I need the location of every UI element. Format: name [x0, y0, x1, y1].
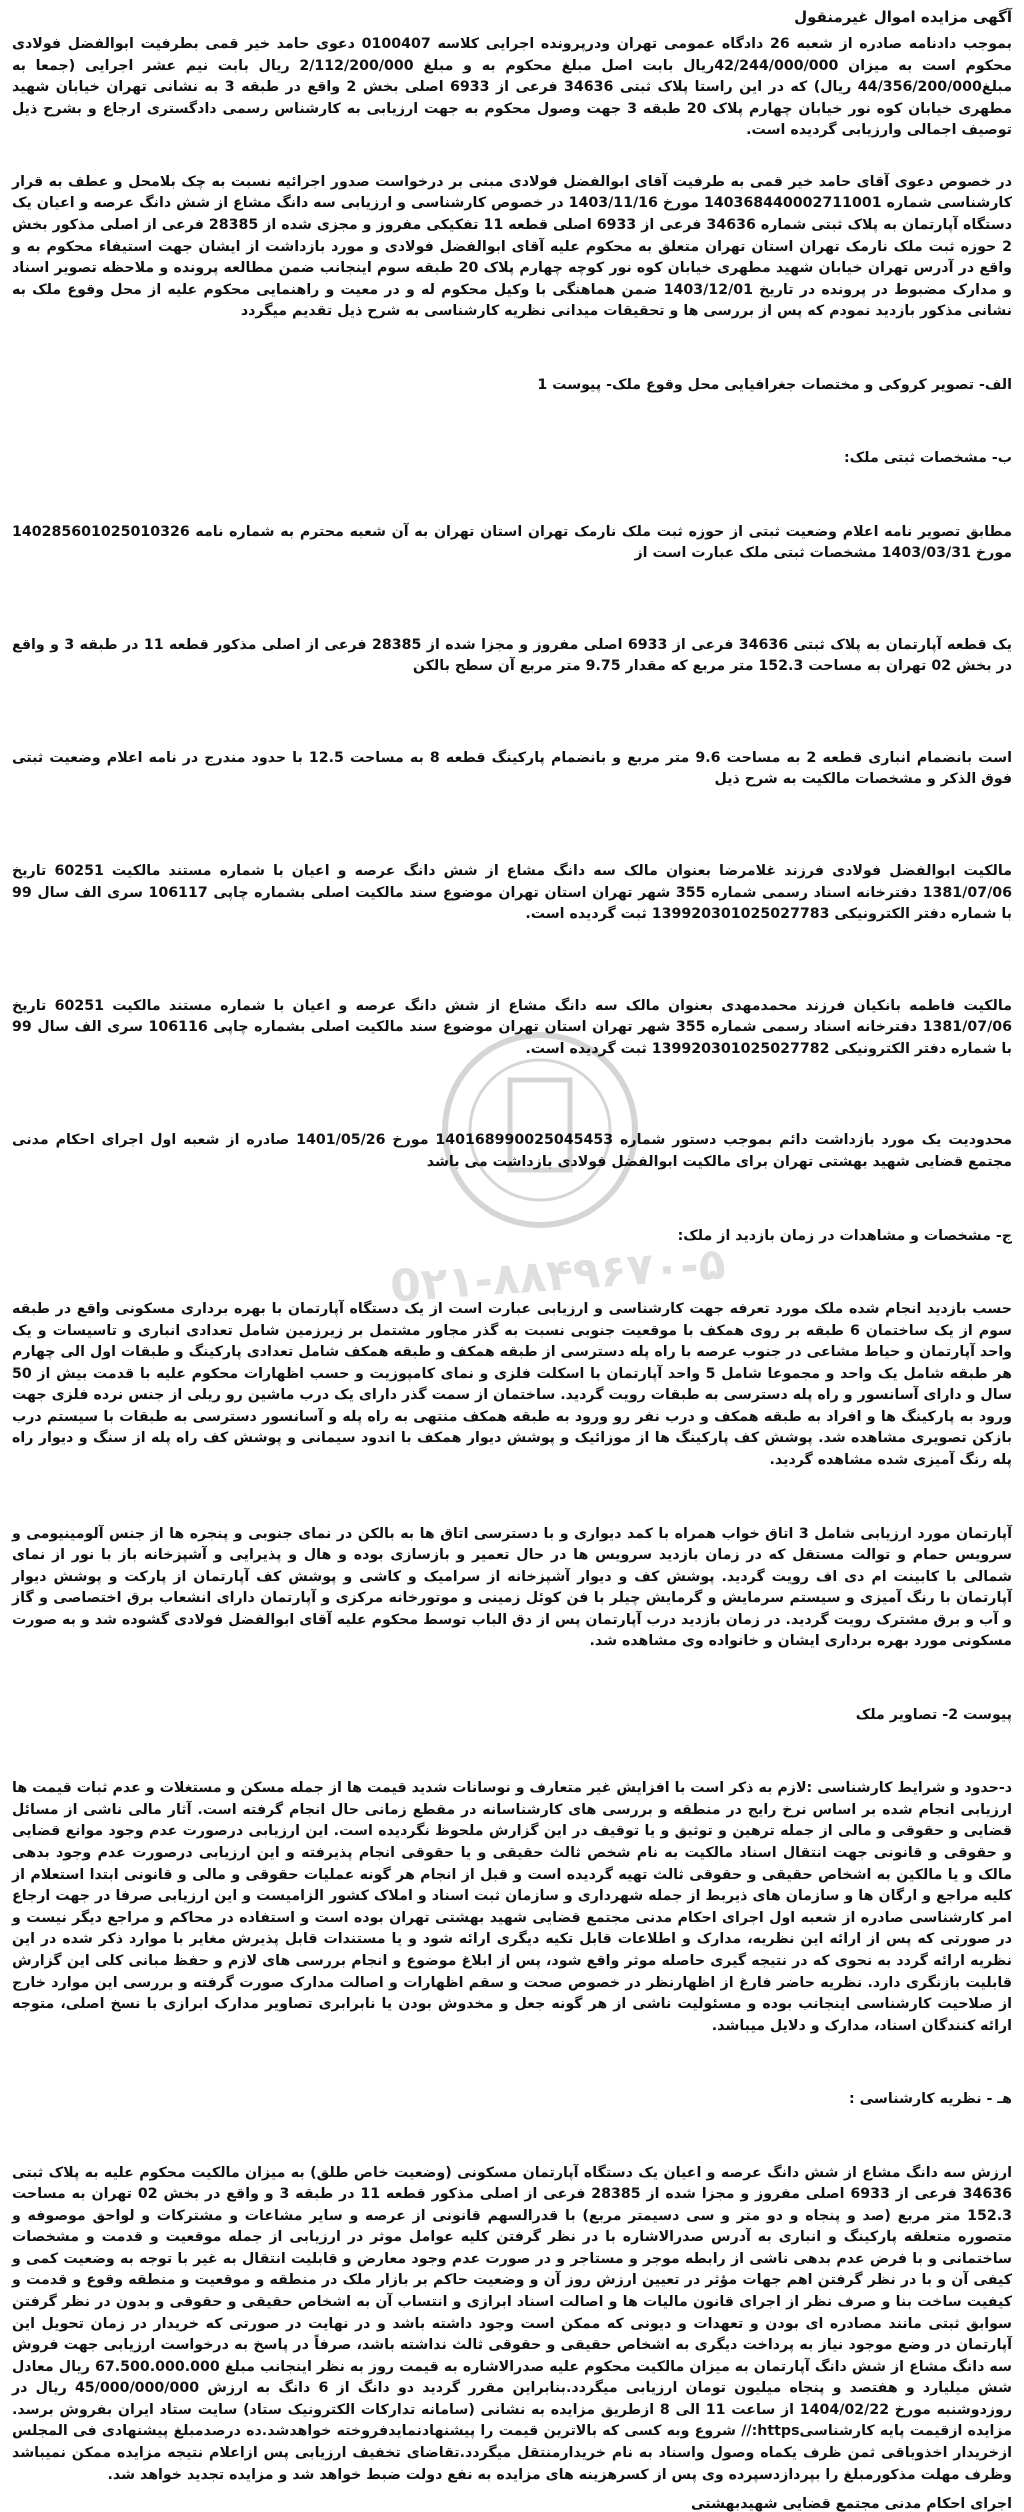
- request-paragraph: در خصوص دعوی آقای حامد خیر قمی به طرفیت آقای ابوالفضل فولادی مبنی بر درخواست صدور اجرائیه نسبت به چک بلامحل و عطف به قرار کارشناسی شماره 140368440002711001 مورخ 1403/11/16 در خصوص کارشناسی و ارزیابی سه دانگ مشاع از شش دانگ عرصه و اعیان یک دستگاه آپارتمان به پلاک ثبتی شماره 34636 فرعی از 6933 اصلی قطعه 11 تفکیکی مفروز و مجزی شده از 28385 فرعی از اصلی مذکور بخش 2 حوزه ثبت ملک نارمک تهران استان تهران متعلق به محکوم علیه آقای ابوالفضل فولادی و مورد بازداشت از ایشان جهت استیفاء محکوم به و واقع در آدرس تهران خیابان شهید مطهری خیابان کوه نور کوچه چهارم پلاک 20 طبقه سوم اینجانب ضمن مطالعه پرونده و ملاحظه تصویر اسناد و مدارک مضبوط در پرونده در تاریخ 1403/12/01 ضمن هماهنگی با وکیل محکوم له و در معیت و راهنمایی محکوم علیه از محل وقوع ملک به نشانی مذکور بازدید نمودم که پس از بررسی ها و تحقیقات میدانی نظریه کارشناسی به شرح ذیل تقدیم میگردد: [12, 173, 1013, 320]
- visit-paragraph: حسب بازدید انجام شده ملک مورد تعرفه جهت کارشناسی و ارزیابی عبارت است از یک دستگاه آپارتمان با بهره برداری مسکونی واقع در طبقه سوم از یک ساختمان 6 طبقه بر روی همکف با موقعیت جنوبی نسبت به گذر مجاور مشتمل بر زیرزمین شامل تعدادی انباری و تاسیسات و یک واحد آپارتمان و حیاط مشاعی در جنوب عرصه با راه پله دسترسی از طبقه همکف و طبقه همکف شامل تعدادی پارکینگ و طبقات اول الی چهارم هر طبقه شامل یک واحد و مجموعا شامل 5 واحد آپارتمان با اسکلت فلزی و نمای کامپوزیت و حسب اظهارات محکوم علیه با قدمت بیش از 50 سال و دارای آسانسور و راه پله دسترسی به طبقات رویت گردید. ساختمان از سمت گذر دارای یک درب ماشین رو ریلی از جنس نرده فلزی جهت ورود به پارکینگ ها و افراد به طبقه همکف و درب نفر رو ورود به طبقه همکف منتهی به راه پله و آسانسور دسترسی به طبقات با سیستم درب بازکن تصویری مشاهده شد. پوشش کف پارکینگ ها از موزائیک و پوشش دیوار همکف با اندود سیمانی و پوشش کف راه پله از سنگ و دیوار راه پله رنگ آمیزی شده مشاهده گردید.: [12, 1300, 1012, 1468]
- section-he-heading: هـ - نظریه کارشناسی :: [848, 2091, 1012, 2108]
- intro-paragraph: بموجب دادنامه صادره از شعبه 26 دادگاه عمومی تهران ودرپرونده اجرایی کلاسه 0100407 دعوی حامد خیر قمی بطرفیت ابوالفضل فولادی محکوم است به میزان 42/244/000/000ریال بابت اصل مبلغ محکوم به و مبلغ 2/112/200/000 ریال بابت نیم عشر اجرایی (جمعا به مبلغ44/356/200/000 ریال) که در این راستا پلاک ثبتی 34636 فرعی از 6933 اصلی بخش 2 واقع در طبقه 3 به نشانی تهران خیابان شهید مطهری خیابان کوه نور خیابان چهارم پلاک 20 طبقه 3 جهت وصول محکوم به جهت ارزیابی به کارشناس رسمی دادگستری ارجاع و بشرح ذیل توصیف اجمالی وارزیابی گردیده است.: [12, 36, 1012, 139]
- attachment-2-heading: پیوست 2- تصاویر ملک: [855, 1707, 1012, 1724]
- registration-paragraph-3: است بانضمام انباری قطعه 2 به مساحت 9.6 متر مربع و بانضمام پارکینگ قطعه 8 به مساحت 12.5 با حدود مندرج در نامه اعلام وضعیت ثبتی فوق الذکر و مشخصات مالکیت به شرح ذیل: [12, 749, 1012, 788]
- section-jim-heading: ج- مشخصات و مشاهدات در زمان بازدید از ملک:: [677, 1227, 1012, 1244]
- watermark-phone: 0۲۱-۸۸۴۹۶۷۰-۵: [388, 1238, 728, 1313]
- final-opinion-paragraph: ارزش سه دانگ مشاع از شش دانگ عرصه و اعیان یک دستگاه آپارتمان مسکونی (وضعیت خاص طلق) به میزان مالکیت محکوم علیه به پلاک ثبتی 34636 فرعی از 6933 اصلی مفروز و مجزا شده از 28385 فرعی از اصلی مذکور قطعه 11 در طبقه 3 و واقع در بخش 02 تهران به مساحت 152.3 متر مربع (صد و پنجاه و دو متر و سی دسیمتر مربع) با قدرالسهم قانونی از عرصه و سایر مشاعات و مشترکات و لواحق موصوفه و متصوره متعلقه پارکینگ و انباری به آدرس صدرالاشاره با در نظر گرفتن کلیه عوامل موثر در ارزیابی از جمله موقعیت و قدمت و مشخصات ساختمانی و با فرض عدم بدهی ناشی از رابطه موجر و مستاجر و در صورت عدم وجود معارض و قابلیت انتقال به غیر با توجه به وضعیت کمی و کیفی آن و با در نظر گرفتن اهم جهات مؤثر در تعیین ارزش روز آن و وضعیت حاکم بر بازار ملک در منطقه و موقعیت و منطقه وقوع و قدمت و کیفیت ساخت بنا و صرف نظر از اجرای قانون مالیات ها و اصالت اسناد ابرازی و انتساب آن به اشخاص حقیقی و حقوقی و بدون در نظر گرفتن سوابق ثبتی مانند مصادره ای بودن و تعهدات و دیونی که ممکن است وجود داشته باشد و در نهایت در صورتی که خریدار در زمان تحویل این آپارتمان در وضع موجود نیاز به پرداخت دیگری به اشخاص حقیقی و حقوقی ثالث نداشته باشد، صرفاً در پاسخ به درخواست ارزیابی جهت فروش سه دانگ مشاع از شش دانگ آپارتمان به میزان مالکیت محکوم علیه صدرالاشاره به قیمت روز به نظر اینجانب مبلغ 67.500.000.000 ریال معادل شش میلیارد و هفتصد و پنجاه میلیون تومان ارزیابی میگردد.بنابراین مقرر گردید دو دانگ از 6 دانگ به ارزش 45/000/000/000 ریال در روزدوشنبه مورخ 1404/02/22 از ساعت 11 الی 8 ازطریق مزایده به نشانی (سامانه تدارکات الکترونیک ستاد) سایت ستاد ایران بفروش برسد. مزایده ازقیمت پایه کارشناسیhttps:// شروع وبه کسی که بالاترین قیمت را پیشنهادنمایدفروخته خواهدشد.ده درصدمبلغ پیشنهادی فی المجلس ازخریدار اخذوباقی ثمن ظرف یکماه وصول واسناد به نام خریدارمنتقل میگردد.تقاضای تخفیف ارزیابی پس ازاعلام نتیجه مزایده ممکن نمیباشد وظرف مهلت مذکورمبلغ را بپردازدسپرده وی پس از کسرهزینه های مزایده به نفع دولت ضبط خواهد شد و مزایده تجدید خواهد شد.: [12, 2164, 1013, 2483]
- section-be-heading: ب- مشخصات ثبتی ملک:: [843, 450, 1012, 467]
- section-alef-heading: الف- تصویر کروکی و مختصات جغرافیایی محل وقوع ملک- پیوست 1: [537, 376, 1012, 393]
- registration-paragraph-2: یک قطعه آپارتمان به پلاک ثبتی 34636 فرعی از 6933 اصلی مفروز و مجزا شده از 28385 فرعی از اصلی مذکور قطعه 11 در طبقه 3 و واقع در بخش 02 تهران به مساحت 152.3 متر مربع که مقدار 9.75 متر مربع آن سطح بالکن: [12, 636, 1012, 675]
- ownership-paragraph-1: مالکیت ابوالفضل فولادی فرزند غلامرضا بعنوان مالک سه دانگ مشاع از شش دانگ عرصه و اعیان با شماره مستند مالکیت 60251 تاریخ 1381/07/06 دفترخانه اسناد رسمی شماره 355 شهر تهران استان تهران موضوع سند مالکیت اصلی بشماره چاپی 106117 سری الف سال 99 با شماره دفتر الکترونیکی 139920301025027783 ثبت گردیده است.: [12, 863, 1012, 923]
- signature-line: اجرای احکام مدنی مجتمع قضایی شهیدبهشتی: [690, 2496, 1012, 2512]
- ownership-paragraph-2: مالکیت فاطمه بانکیان فرزند محمدمهدی بعنوان مالک سه دانگ مشاع از شش دانگ عرصه و اعیان با شماره مستند مالکیت 60251 تاریخ 1381/07/06 دفترخانه اسناد رسمی شماره 355 شهر تهران استان تهران موضوع سند مالکیت اصلی بشماره چاپی 106116 سری الف سال 99 با شماره دفتر الکترونیکی 139920301025027782 ثبت گردیده است.: [12, 997, 1012, 1057]
- apartment-paragraph: آپارتمان مورد ارزیابی شامل 3 اتاق خواب همراه با کمد دیواری و با دسترسی اتاق ها به بالکن در نمای جنوبی و پنجره ها از جنس آلومینیومی و سرویس حمام و توالت مستقل که در زمان بازدید سرویس ها در حال تعمیر و بازسازی بوده و هال و پذیرایی و آشپزخانه باز با نور از نمای شمالی با کابینت ام دی اف رویت گردید. پوشش کف و دیوار آشپزخانه از سرامیک و کاشی و پوشش کف آپارتمان از پارکت و پوشش دیوار آپارتمان با رنگ آمیزی و سیستم سرمایش و گرمایش چیلر با فن کوئل زمینی و موتورخانه مرکزی و آپارتمان دارای انشعاب برق اختصاصی و گاز و آب و برق مشترک رویت گردید. در زمان بازدید درب آپارتمان پس از دق الباب توسط محکوم علیه آقای ابوالفضل فولادی گشوده شد و به صورت مسکونی مورد بهره برداری ایشان و خانواده وی مشاهده شد.: [12, 1525, 1012, 1650]
- registration-paragraph-1: مطابق تصویر نامه اعلام وضعیت ثبتی از حوزه ثبت ملک نارمک تهران استان تهران به آن شعبه محترم به شماره نامه 140285601025010326 مورخ 1403/03/31 مشخصات ثبتی ملک عبارت است از: [12, 523, 1012, 562]
- restriction-paragraph: محدودیت یک مورد بازداشت دائم بموجب دستور شماره 140168990025045453 مورخ 1401/05/26 صادره از شعبه اول اجرای احکام مدنی مجتمع قضایی شهید بهشتی تهران برای مالکیت ابوالفضل فولادی بازداشت می باشد: [12, 1132, 1012, 1171]
- conditions-paragraph: د-حدود و شرایط کارشناسی :لازم به ذکر است با افزایش غیر متعارف و نوسانات شدید قیمت ها از جمله مسکن و مستغلات و عدم ثبات قیمت ها ارزیابی انجام شده بر اساس نرخ رایج در منطقه و بررسی های کارشناسانه در مقطع زمانی حال انجام گرفته است. آثار مالی ناشی از مسائل قضایی و حقوقی و مالی از جمله ترهین و توثیق و یا توقیف در این گزارش ملحوظ نگردیده است. این ارزیابی درصورت عدم وجود موانع قضایی و حقوقی و قانونی جهت انتقال اسناد مالکیت به نام شخص ثالث حقیقی و یا حقوقی انجام پذیرفته و این ارزیابی درصورت عدم وجود بدهی مالک و یا مالکین به اشخاص حقیقی و حقوقی ثالث تهیه گردیده است و قبل از انجام هر گونه عملیات حقوقی و مالی و قانونی ابتدا استعلام از کلیه مراجع و ارگان ها و سازمان های ذیربط از جمله شهرداری و سازمان ثبت اسناد و املاک کشور الزامیست و این ارزیابی صرفا در جهت ارجاع امر کارشناسی صادره از شعبه اول اجرای احکام مدنی مجتمع قضایی شهید بهشتی تهران بوده است و استفاده در محاکم و مراجع دیگر نیست و در صورتی که پس از ارائه این نظریه، مدارک و اطلاعات قابل تکیه دیگری ارائه شود و یا مستندات قابل پذیرش مغایر با موارد ذکر شده در این نظریه ارائه گردد به نحوی که در نتیجه گیری حاصله موثر واقع شود، پس از ابلاغ موضوع و انجام بررسی های لازم و حفظ مبانی کلی این گزارش قابلیت بازنگری دارد. نظریه حاضر فارغ از اظهارنظر در خصوص صحت و سقم اظهارات و اصالت مدارک صورت گرفته و بررسی این موارد خارج از صلاحیت کارشناسی اینجانب بوده و مسئولیت ناشی از هر گونه جعل و مخدوش بودن یا نابرابری تصاویر مدارک ابرازی با نسخ اصلی، متوجه ارائه کنندگان اسناد، مدارک و دلایل میباشد.: [12, 1780, 1012, 2034]
- notice-title: آگهی مزایده اموال غیرمنقول: [794, 8, 1012, 26]
